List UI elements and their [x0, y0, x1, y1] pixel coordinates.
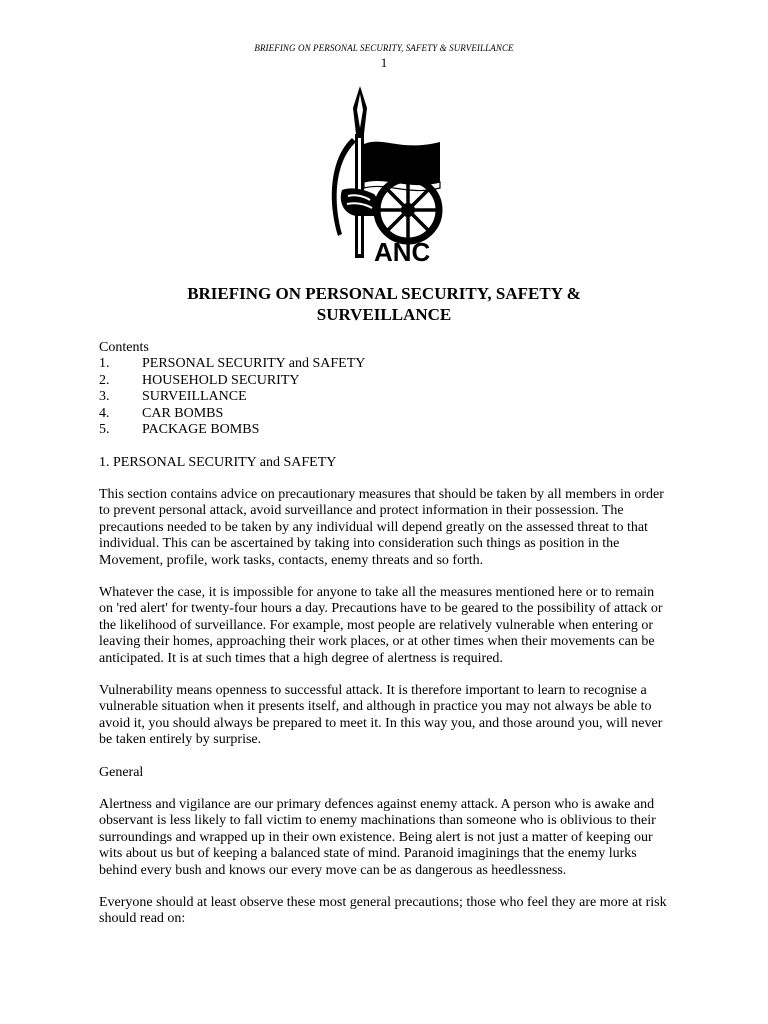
- running-header: BRIEFING ON PERSONAL SECURITY, SAFETY & SURVEILLANCE: [254, 43, 514, 53]
- toc-item: [99, 373, 365, 389]
- title-line-1: BRIEFING ON PERSONAL SECURITY, SAFETY &: [187, 284, 581, 303]
- paragraph-intro: This section contains advice on precautionary measures that should be taken by all members in order to prevent personal attack, avoid surveillance and protect information in their possession. The precautions needed to be taken by any individual will depend greatly on the assessed threat to that individual. This can be ascertained by taking into consideration such things as position in the Movement, profile, work tasks, contacts, enemy threats and so forth.: [99, 487, 664, 568]
- contents-heading: Contents: [99, 340, 149, 355]
- title-line-2: SURVEILLANCE: [316, 305, 452, 324]
- toc-item-label: PERSONAL SECURITY and SAFETY: [142, 356, 366, 372]
- section-heading: 1. PERSONAL SECURITY and SAFETY: [99, 455, 337, 470]
- toc-item-number: 5.: [99, 422, 110, 438]
- toc-item-label: SURVEILLANCE: [142, 389, 247, 405]
- toc-item-number: 3.: [99, 389, 110, 405]
- toc-item-number: 2.: [99, 372, 110, 388]
- toc-item: [99, 406, 365, 422]
- toc-item-label: PACKAGE BOMBS: [142, 422, 260, 438]
- toc-item: [99, 356, 365, 372]
- toc-item-number: 4.: [99, 405, 110, 421]
- paragraph-general: Alertness and vigilance are our primary defences against enemy attack. A person who is awake and observant is less likely to fall victim to enemy machinations than someone who is oblivious to their surroundings and wrapped up in their own existence. Being alert is not just a matter of keeping our wits about us but of keeping a balanced state of mind. Paranoid imaginings that the enemy lurks behind every bush and knows our every move can be as dangerous as heedlessness.: [99, 797, 656, 878]
- toc-item: [99, 422, 365, 438]
- paragraph-precautions: Everyone should at least observe these most general precautions; those who feel they are more at risk should read on:: [99, 895, 667, 927]
- toc-item: [99, 389, 365, 405]
- toc-item-label: HOUSEHOLD SECURITY: [142, 372, 300, 388]
- toc-item-number: 1.: [99, 356, 110, 372]
- anc-logo: [322, 86, 446, 264]
- page-number: 1: [380, 55, 388, 70]
- table-of-contents: [99, 340, 365, 438]
- subheading-general: General: [99, 765, 144, 780]
- toc-item-label: CAR BOMBS: [142, 405, 224, 421]
- paragraph-alert: Whatever the case, it is impossible for anyone to take all the measures mentioned here or to remain on 'red alert' for twenty-four hours a day. Precautions have to be geared to the possibility of attack or the likelihood of surveillance. For example, most people are relatively vulnerable when entering or leaving their homes, approaching their work places, or at other times when their movements can be anticipated. It is at such times that a high degree of alertness is required.: [99, 585, 663, 666]
- paragraph-vulnerability: Vulnerability means openness to successful attack. It is therefore important to learn to recognise a vulnerable situation when it presents itself, and although in practice you may not always be able to avoid it, you should always be prepared to meet it. In this way you, and those around you, will never be taken entirely by surprise.: [99, 683, 663, 748]
- document-title: [100, 283, 668, 325]
- logo-text: ANC: [374, 237, 431, 264]
